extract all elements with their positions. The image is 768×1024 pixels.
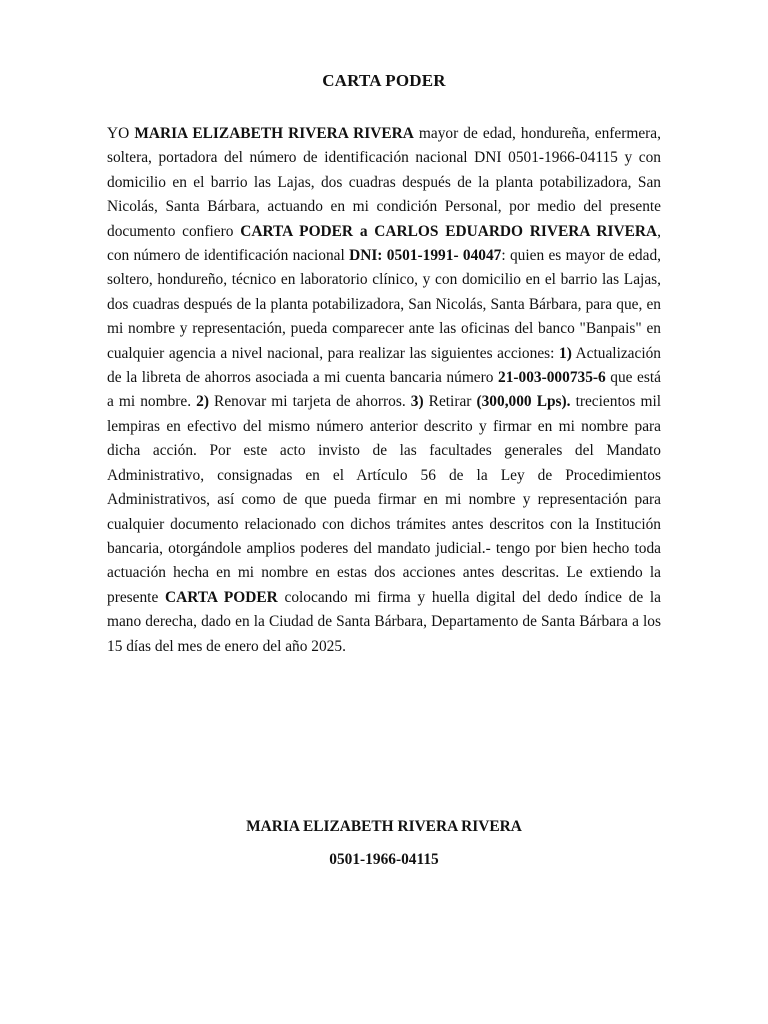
action-number-3: 3) bbox=[410, 393, 424, 411]
body-text-segment: colocando mi firma y huella digital del dedo índice de la mano derecha, dado en la Ciudad de Santa Bárbara, Departamento de Santa Bárbara a los 15 días del mes de enero del año 2025. bbox=[107, 588, 662, 655]
body-text-segment: Retirar bbox=[423, 393, 477, 411]
power-grant-to-attorney: CARTA PODER a CARLOS EDUARDO RIVERA RIVERA bbox=[240, 222, 658, 240]
action-number-2: 2) bbox=[196, 393, 209, 411]
action-number-1: 1) bbox=[559, 344, 572, 362]
withdrawal-amount: (300,000 Lps). bbox=[476, 393, 571, 411]
document-title: CARTA PODER bbox=[322, 71, 446, 90]
carta-poder-reference: CARTA PODER bbox=[165, 588, 278, 606]
body-text-segment: que está a mi nombre. bbox=[107, 369, 661, 411]
body-text-segment: mayor de edad, hondureña, enfermera, soltera, portadora del número de identificación nacional DNI 0501-1966-04115 y con domicilio en el barrio las Lajas, dos cuadras después de la planta potabilizadora, San Nicolás, Santa Bárbara, actuando en mi condición Personal, por medio del presente documento confiero bbox=[107, 125, 661, 240]
body-text-segment: YO bbox=[107, 125, 135, 142]
bank-account-number: 21-003-000735-6 bbox=[498, 369, 606, 387]
body-text-segment: trecientos mil lempiras en efectivo del mismo número anterior descrito y firmar en mi nombre para dicha acción. Por este acto invisto de las facultades generales del Mandato Administrativo, consignadas en el Artículo 56 de la Ley de Procedimientos Administrativos, así como de que pueda firmar en mi nombre y representación para cualquier documento relacionado con dichos trámites antes descritos con la Institución bancaria, otorgándole amplios poderes del mandato judicial.- tengo por bien hecho toda actuación hecha en mi nombre en estas dos acciones antes descritas. Le extiendo la presente bbox=[107, 393, 661, 606]
signature-id-number: 0501-1966-04115 bbox=[329, 851, 439, 868]
body-text-segment: : quien es mayor de edad, soltero, hondureño, técnico en laboratorio clínico, y con domicilio en el barrio las Lajas, dos cuadras después de la planta potabilizadora, San Nicolás, Santa Bárbara, para que, en mi nombre y representación, pueda comparecer ante las oficinas del banco "Banpais" en cualquier agencia a nivel nacional, para realizar las siguientes acciones: bbox=[107, 247, 661, 362]
body-text-segment: Actualización de la libreta de ahorros asociada a mi cuenta bancaria número bbox=[107, 344, 662, 387]
signature-name: MARIA ELIZABETH RIVERA RIVERA bbox=[246, 818, 522, 835]
attorney-dni: DNI: 0501-1991- 04047 bbox=[349, 247, 502, 265]
body-text-segment: Renovar mi tarjeta de ahorros. bbox=[208, 393, 411, 411]
document-body bbox=[107, 122, 661, 659]
grantor-name: MARIA ELIZABETH RIVERA RIVERA bbox=[134, 125, 414, 142]
body-text-segment: , con número de identificación nacional bbox=[107, 222, 661, 265]
